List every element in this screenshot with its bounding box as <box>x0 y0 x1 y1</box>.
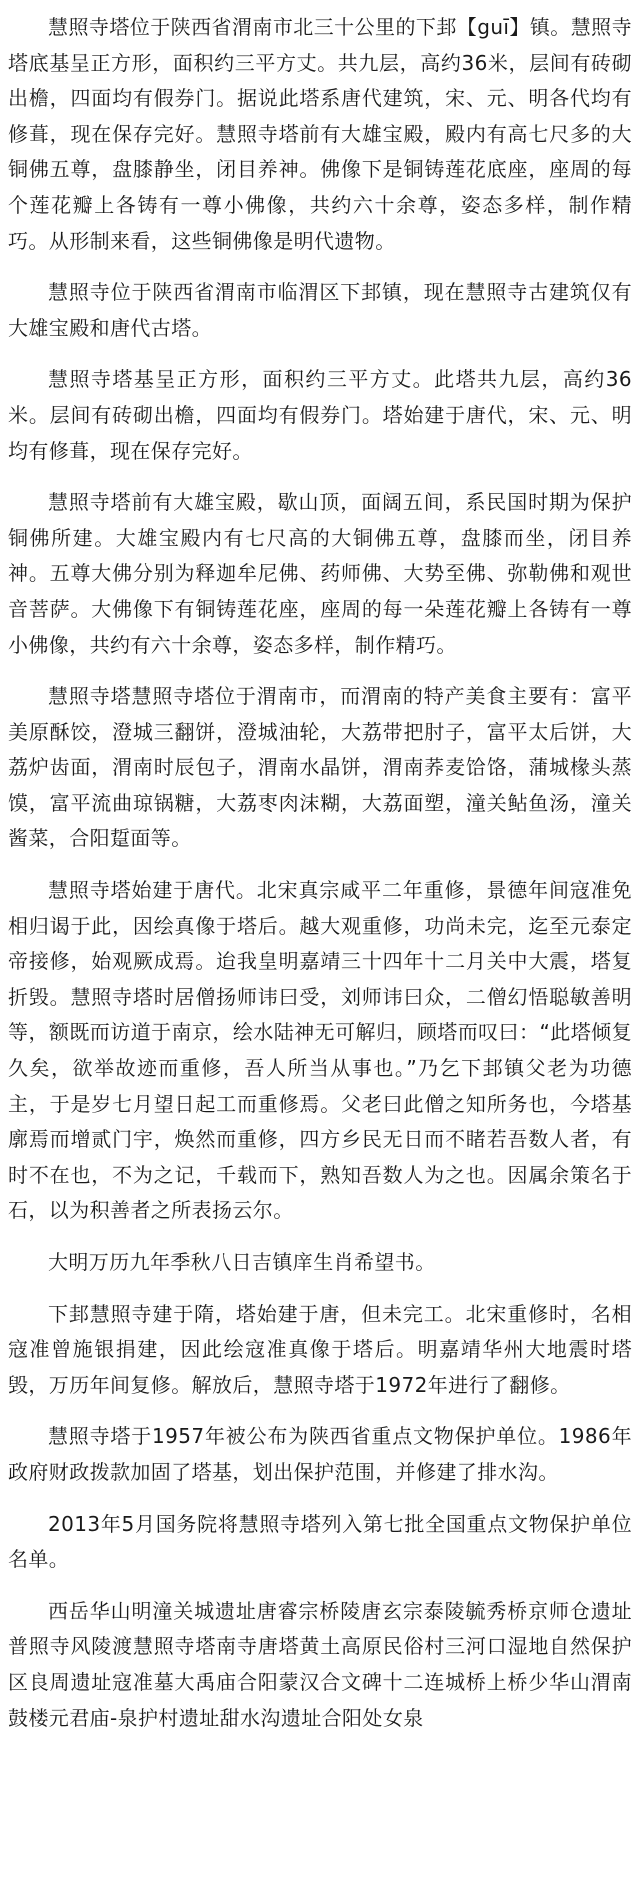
paragraph-nearby-attractions: 西岳华山明潼关城遗址唐睿宗桥陵唐玄宗泰陵毓秀桥京师仓遗址普照寺风陵渡慧照寺塔南寺唐塔黄土高原民俗村三河口湿地自然保护区良周遗址寇准墓大禹庙合阳蒙汉合文碑十二连城桥上桥少华山渭南鼓楼元君庙-泉护村遗址甜水沟遗址合阳处女泉 <box>8 1598 632 1730</box>
paragraph-local-food: 慧照寺塔慧照寺塔位于渭南市，而渭南的特产美食主要有：富平美原酥饺，澄城三翻饼，澄城油轮，大荔带把肘子，富平太后饼，大荔炉齿面，渭南时辰包子，渭南水晶饼，渭南荞麦饸饹，蒲城椽头蒸馍，富平流曲琼锅糖，大荔枣肉沫糊，大荔面塑，潼关鲇鱼汤，潼关酱菜，合阳踅面等。 <box>8 684 632 851</box>
paragraph-inscription-date: 大明万历九年季秋八日吉镇庠生肖希望书。 <box>48 1250 436 1274</box>
paragraph-history-inscription: 慧照寺塔始建于唐代。北宋真宗咸平二年重修，景德年间寇准免相归谒于此，因绘真像于塔后。越大观重修，功尚未完，迄至元泰定帝接修，始观厥成焉。迨我皇明嘉靖三十四年十二月关中大震，塔复折毁。慧照寺塔时居僧扬师讳曰受，刘师讳曰众，二僧幻悟聪敏善明等，额既而访道于南京，绘水陆神无可解归，顾塔而叹曰：“此塔倾复久矣，欲举故迹而重修，吾人所当从事也。”乃乞下邽镇父老为功德主，于是岁七月望日起工而重修焉。父老曰此僧之知所务也，今塔基廓焉而增贰门宇，焕然而重修，四方乡民无日而不睹若吾数人者，有时不在也，不为之记，千载而下，熟知吾数人为之也。因属余策名于石，以为积善者之所表扬云尔。 <box>8 878 632 1223</box>
paragraph-national-protection: 2013年5月国务院将慧照寺塔列入第七批全国重点文物保护单位名单。 <box>8 1511 632 1572</box>
paragraph-pagoda-structure: 慧照寺塔基呈正方形，面积约三平方丈。此塔共九层，高约36米。层间有砖砌出檐，四面均有假券门。塔始建于唐代，宋、元、明均有修葺，现在保存完好。 <box>8 367 632 463</box>
paragraph-temple-location: 慧照寺位于陕西省渭南市临渭区下邽镇，现在慧照寺古建筑仅有大雄宝殿和唐代古塔。 <box>8 280 632 340</box>
paragraph-main-hall: 慧照寺塔前有大雄宝殿，歇山顶，面阔五间，系民国时期为保护铜佛所建。大雄宝殿内有七尺高的大铜佛五尊，盘膝而坐，闭目养神。五尊大佛分别为释迦牟尼佛、药师佛、大势至佛、弥勒佛和观世音菩萨。大佛像下有铜铸莲花座，座周的每一朵莲花瓣上各铸有一尊小佛像，共约有六十余尊，姿态多样，制作精巧。 <box>8 490 632 657</box>
paragraph-restoration-history: 下邽慧照寺建于隋，塔始建于唐，但未完工。北宋重修时，名相寇准曾施银捐建，因此绘寇准真像于塔后。明嘉靖华州大地震时塔毁，万历年间复修。解放后，慧照寺塔于1972年进行了翻修。 <box>8 1301 632 1397</box>
paragraph-pagoda-overview: 慧照寺塔位于陕西省渭南市北三十公里的下邽【guī】镇。慧照寺塔底基呈正方形，面积约三平方丈。共九层，高约36米，层间有砖砌出檐，四面均有假券门。据说此塔系唐代建筑，宋、元、明各代均有修葺，现在保存完好。慧照寺塔前有大雄宝殿，殿内有高七尺多的大铜佛五尊，盘膝静坐，闭目养神。佛像下是铜铸莲花底座，座周的每个莲花瓣上各铸有一尊小佛像，共约六十余尊，姿态多样，制作精巧。从形制来看，这些铜佛像是明代遗物。 <box>8 15 632 253</box>
paragraph-provincial-protection: 慧照寺塔于1957年被公布为陕西省重点文物保护单位。1986年政府财政拨款加固了塔基，划出保护范围，并修建了排水沟。 <box>8 1424 632 1484</box>
